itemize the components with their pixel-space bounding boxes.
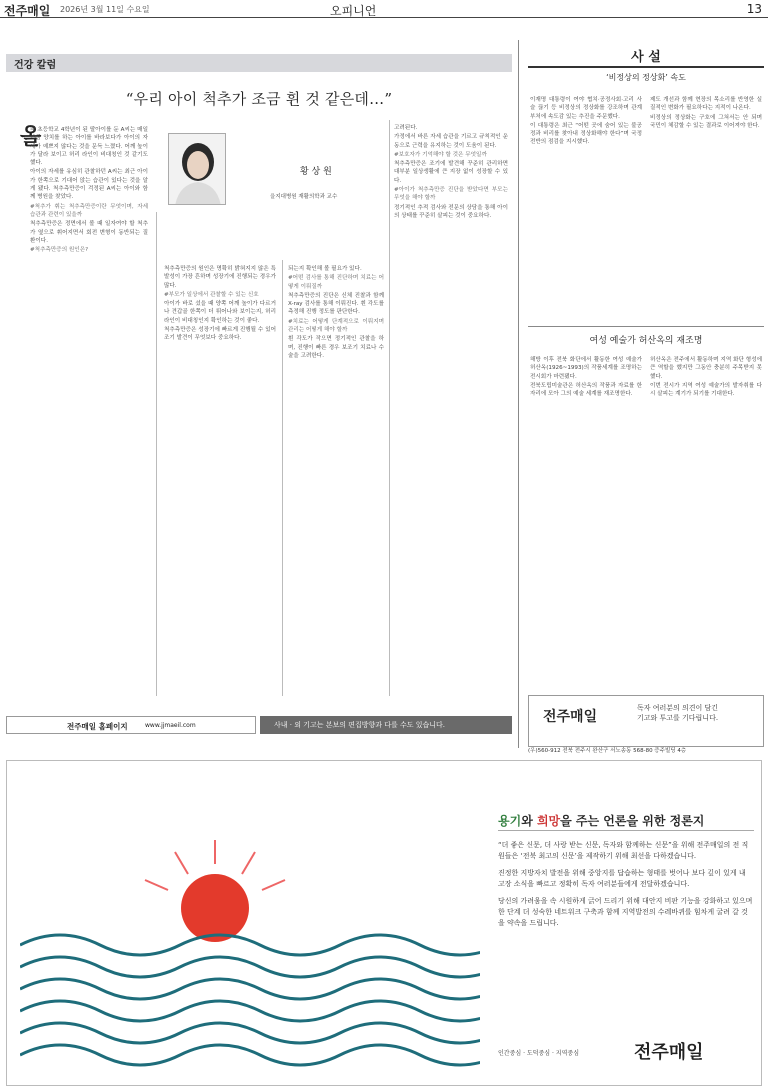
contribution-line: 독자 여러분의 의견이 담긴 — [637, 704, 719, 712]
editorial-headline-1: ‘비정상의 정상화’ 속도 — [606, 73, 686, 82]
issue-date: 2026년 3월 11일 수요일 — [60, 5, 150, 14]
contribution-message — [637, 703, 718, 723]
column-tag-label: 건강 칼럼 — [14, 60, 57, 71]
paragraph: 척추측만증은 정면에서 볼 때 일자여야 할 척추가 옆으로 휘어지면서 회전 변형이 동반되는 질환이다. — [30, 221, 148, 244]
homepage-banner[interactable] — [6, 716, 256, 734]
editorial-1-column-a — [530, 96, 642, 322]
ad-title — [498, 812, 704, 829]
paragraph: 척추측만증은 조기에 발견해 꾸준히 관리하면 대부분 일상생활에 큰 지장 없이 성장할 수 있다. — [394, 161, 508, 184]
contribution-box — [528, 695, 764, 747]
paragraph: 척추측만증은 성장기에 빠르게 진행될 수 있어 조기 발견이 무엇보다 중요하다. — [164, 327, 276, 342]
paragraph: 전북도립미술관은 허산옥의 작품과 자료를 한자리에 모아 그의 예술 세계를 재조명한다. — [530, 382, 642, 398]
paragraph: 비정상의 정상화는 구호에 그쳐서는 안 되며 국민이 체감할 수 있는 결과로 이어져야 한다. — [650, 114, 762, 129]
paragraph: 척추측만증의 원인은 명확히 밝혀지지 않은 특발성이 가장 흔하며 성장기에 진행되는 경우가 많다. — [164, 266, 276, 289]
author-portrait — [168, 133, 226, 205]
paragraph: 아이가 바로 섰을 때 양쪽 어깨 높이가 다르거나 견갑골 한쪽이 더 튀어나와 보이는지, 허리 라인이 비대칭인지 확인하는 것이 좋다. — [164, 301, 276, 324]
subheading: #치료는 어떻게 단계적으로 이뤄지며 관리는 어떻게 해야 할까 — [288, 318, 384, 334]
ad-title-rest: 을 주는 언론을 위한 정론지 — [560, 814, 705, 828]
waves-illustration — [20, 925, 480, 1075]
editorial-2-column-b — [650, 356, 762, 686]
article-headline: “우리 아이 척추가 조금 휜 것 같은데…” — [125, 90, 393, 108]
paragraph: 휜 각도가 작으면 정기적인 관찰을 하며, 진행이 빠른 경우 보조기 치료나 수술을 고려한다. — [288, 336, 384, 359]
paragraph: 이재명 대통령이 여야 협치·공정사회·고리 사슬 끊기 등 비정상의 정상화를 강조하며 관계 부처에 속도감 있는 추진을 주문했다. — [530, 97, 642, 120]
masthead — [0, 0, 768, 18]
article-column-2 — [164, 265, 276, 695]
column-divider — [156, 212, 157, 696]
paragraph: 고려된다. — [394, 125, 418, 131]
editorial-notice — [260, 716, 512, 734]
editorial-2-column-a — [530, 356, 642, 686]
contact-address: (우)560-912 전북 전주시 완산구 서노송동 568-80 증주빌딩 4층 — [528, 748, 687, 754]
section-divider — [518, 40, 519, 748]
ad-title-hope: 희망 — [536, 814, 561, 828]
contribution-logo: 전주매일 — [543, 709, 598, 725]
subheading: #어떤 검사를 통해 진단하며 치료는 어떻게 이뤄질까 — [288, 275, 384, 290]
ad-title-courage: 용기 — [498, 814, 522, 828]
ad-tagline: 인간중심 · 도덕중심 · 지역중심 — [498, 1050, 579, 1057]
editorial-label: 사 설 — [631, 50, 661, 65]
column-divider — [389, 120, 390, 696]
article-column-4 — [394, 124, 508, 696]
paragraph: 정기적인 추적 검사와 전문의 상담을 통해 아이의 상태를 꾸준히 살피는 것이 중요하다. — [394, 204, 508, 219]
paragraph: 가정에서 바른 자세 습관을 기르고 규칙적인 운동으로 근력을 유지하는 것이 도움이 된다. — [394, 134, 508, 149]
editorial-separator — [528, 326, 764, 327]
page-number: 13 — [746, 2, 762, 16]
dropcap: 올 — [20, 124, 42, 150]
paragraph: 이번 전시가 지역 여성 예술가의 발자취를 다시 살피는 계기가 되기를 기대한다. — [650, 382, 762, 398]
ad-rule — [498, 830, 754, 831]
paragraph: 제도 개선과 함께 현장의 목소리를 반영한 실질적인 변화가 필요하다는 지적이 나온다. — [650, 97, 762, 112]
subheading: #아이가 척추측만증 진단을 받았다면 부모는 무엇을 해야 할까 — [394, 187, 508, 202]
editorial-rule — [528, 66, 764, 68]
author-name: 황 상 원 — [300, 167, 332, 177]
paragraph: 허산옥은 전주에서 활동하며 지역 화단 형성에 큰 역할을 했지만 그동안 충분히 주목받지 못했다. — [650, 357, 762, 380]
paragraph: 아이의 자세를 유심히 관찰하던 A씨는 최근 아이가 한쪽으로 기대어 앉는 습관이 있다는 것을 알게 됐다. 척추측만증이 걱정된 A씨는 아이와 함께 병원을 찾았다. — [30, 169, 148, 201]
paragraph: 해방 이후 전북 화단에서 활동한 여성 예술가 허산옥(1926~1993)의 작품세계를 조명하는 전시회가 마련됐다. — [530, 357, 642, 380]
paragraph: 척추측만증의 진단은 신체 진찰과 함께 X-ray 검사를 통해 이뤄진다. 휜 각도를 측정해 진행 정도를 판단한다. — [288, 292, 384, 316]
homepage-url[interactable]: www.jjmaeil.com — [145, 722, 196, 729]
subheading: #척추가 휘는 척추측만증이란 무엇이며, 자세 습관과 관련이 있을까 — [30, 203, 148, 218]
ad-paragraph: 당신의 가려움을 속 시원하게 긁어 드리기 위해 대안지 비판 기능을 강화하고 있으며 한 단계 더 성숙한 네트워크 구축과 함께 지역발전의 수레바퀴를 힘차게 굴려 갈 것을 약속을 드립니다. — [498, 897, 753, 927]
column-tag — [6, 54, 512, 72]
paragraph: 되는지 확인해 볼 필요가 있다. — [288, 266, 362, 272]
paragraph: 해 초등학교 4학년이 된 딸아이를 둔 A씨는 매일 아침 양치를 하는 아이를 바라보다가 아이의 자세가 예쁘지 않다는 것을 문득 느꼈다. 어깨 높이가 달라 보이고 허리 라인이 비대칭인 것 같기도 했다. — [30, 127, 148, 167]
subheading: #부모가 일상에서 관찰할 수 있는 신호 — [164, 291, 259, 298]
masthead-logo: 전주매일 — [4, 4, 51, 18]
ad-logo: 전주매일 — [634, 1042, 704, 1063]
article-column-3 — [288, 265, 384, 695]
article-column-1 — [30, 126, 148, 694]
section-title: 오피니언 — [330, 4, 377, 18]
homepage-name: 전주매일 홈페이지 — [67, 722, 128, 731]
editorial-headline-2: 여성 예술가 허산옥의 재조명 — [589, 336, 703, 346]
subheading: #보호자가 기억해야 할 것은 무엇일까 — [394, 151, 487, 158]
notice-text: 사내 · 외 기고는 본보의 편집방향과 다를 수도 있습니다. — [274, 721, 446, 729]
ad-title-and: 와 — [521, 814, 537, 828]
author-affiliation: 을지대병원 재활의학과 교수 — [270, 194, 338, 200]
contribution-line: 기고와 투고를 기다립니다. — [637, 714, 719, 722]
ad-paragraph: 진정한 지방자치 발전을 위해 중앙지를 답습하는 형태를 벗어나 보다 깊이 있게 내 고장 소식을 빠르고 정확히 독자 여러분들에게 전달하겠습니다. — [498, 869, 746, 888]
column-divider — [282, 260, 283, 696]
ad-body — [498, 840, 754, 935]
editorial-1-column-b — [650, 96, 762, 322]
paragraph: 이 대통령은 최근 “어떤 곳에 숨어 있는 불공정과 비리를 찾아내 정상화해야 한다”며 국정 전반의 점검을 지시했다. — [530, 122, 642, 146]
subheading: #척추측만증의 원인은? — [30, 247, 89, 254]
ad-paragraph: “더 좋은 신문, 더 사랑 받는 신문, 독자와 함께하는 신문”을 위해 전주매일의 전 직원들은 ‘전북 최고의 신문’을 제작하기 위해 최선을 다하겠습니다. — [498, 841, 749, 860]
